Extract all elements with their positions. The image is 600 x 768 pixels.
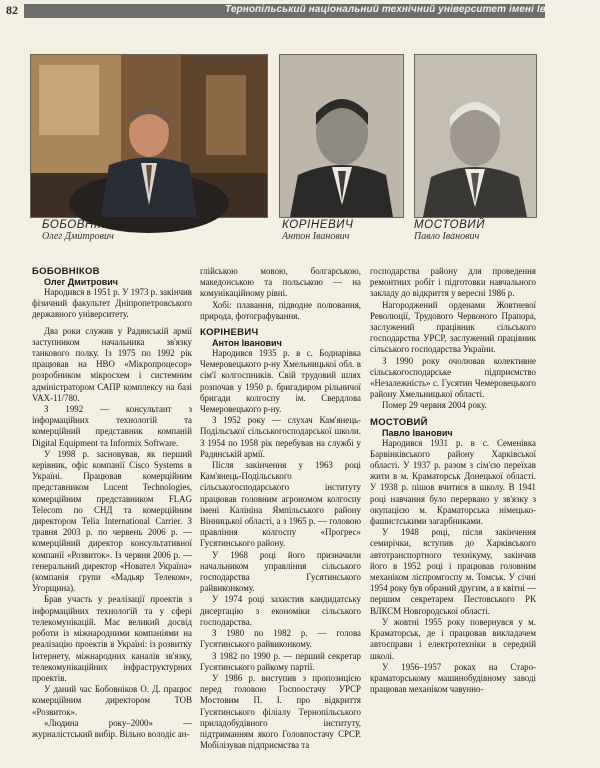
text-column-2: [200, 266, 361, 751]
bio-subheading: Павло Іванович: [382, 427, 453, 438]
paragraph: Після закінчення у 1963 році Кам'янець-Подільського сільськогосподарського інституту працював головним агрономом колгоспу імені Калініна Ямпільського району Вінницької області, а з 1965 р. — головою правління колгоспу «Прогрес» Гусятинського району.: [200, 460, 361, 549]
paragraph: господарства району для проведення ремонтних робіт і підготовки навчального закладу до відкриття у вересні 1986 р.: [370, 266, 536, 299]
caption-given: Антон Іванович: [282, 231, 350, 242]
paragraph: У жовтні 1955 року повернувся у м. Краматорськ, де і працював викладачем автосправи і електротехніки в середній школі.: [370, 616, 536, 661]
page-header: [0, 0, 600, 22]
paragraph: У 1998 р. засновував, як перший керівник, офіс компанії Cisco Systems в Україні. Працював комерційним представником Lucent Technologies, комерційним представником FLAG Telecom по СНД та комерційним директором Telia International Carrier. З травня 2003 р. по червень 2006 р. — комерційний директор консультативної компанії «Розвиток». Із червня 2006 р. — генеральний директор «Новател Україна» (компанія групи «Мадьяр Телеком», Угорщина).: [32, 448, 192, 594]
bio-subheading: Олег Дмитрович: [44, 277, 119, 287]
paragraph: Народився 1931 р. в с. Семенівка Барвінківського району Харківської області. У 1937 р. разом з сім'єю переїхав жити в м. Краматорськ Донецької області. У 1938 р. пішов вчитися в школу. В 1941 році навчання було перервано у зв'язку з окупацією м. Краматорська німецько-фашистськими загарбниками.: [370, 437, 536, 527]
paragraph: З 1990 року очолював колективне сільськогосподарське підприємство «Незалежність» с. Гусятин Чемеровецького району Хмельницької області.: [370, 355, 536, 400]
paragraph: Народився в 1951 р. У 1973 р. закінчив фізичний факультет Дніпропетровського державного університету.: [32, 287, 192, 320]
caption-given: Павло Іванович: [414, 231, 480, 242]
paragraph: Брав участь у реалізації проектів з інформаційних технологій та у сфері телекомунікацій. Має великий досвід роботи із міжнародними компаніями на реалізацію проектів в Україні: із розвитку Інтернету, міжнародних каналів зв'язку, телекомунікаційних інфраструктурних проектів.: [32, 594, 192, 683]
paragraph: «Людина року–2000» — журналістський вибір. Вільно володіє ан-: [32, 717, 192, 739]
paragraph: З 1980 по 1982 р. — голова Гусятинського райвиконкому.: [200, 628, 361, 650]
caption-korinevych: [282, 219, 353, 242]
paragraph: У 1948 році, після закінчення семирічки, вступив до Харківського автотранспортного технікуму, закінчив його в 1952 році і працював головним механіком ліспромгоспу м. Томськ. У січні 1954 року був обраний другим, а в квітні — першим секретарем Пестовського РК ВЛКСМ Новгородської області.: [370, 527, 536, 616]
paragraph: Помер 29 червня 2004 року.: [382, 400, 487, 411]
bio-heading: КОРІНЕВИЧ: [200, 327, 259, 339]
paragraph: У 1968 році його призначили начальником управління сільського господарства Гусятинського райвиконкому.: [200, 549, 361, 594]
caption-surname: МОСТОВИЙ: [414, 219, 486, 231]
paragraph: глійською мовою, болгарською, македонською та польською — на комунікаційному рівні.: [200, 266, 361, 299]
caption-mostovyi: [414, 219, 485, 242]
text-column-3: [370, 266, 536, 695]
paragraph: Два роки служив у Радянській армії заступником начальника зв'язку танкового полку. Із 1975 по 1992 рік працював на НВО «Мікропроцесор» розробником мікросхем і системним адміністратором САПР комплексу на базі VAX-11/780.: [32, 325, 192, 403]
bio-subheading: Антон Іванович: [212, 338, 282, 349]
paragraph: З 1982 по 1990 р. — перший секретар Гусятинського райкому партії.: [200, 650, 361, 672]
bio-heading: БОБОВНІКОВ: [32, 266, 100, 277]
running-title: Тернопільський національний технічний університет імені Івана Пулюя: [225, 4, 600, 15]
caption-given: Олег Дмитрович: [42, 231, 114, 242]
page-number: 82: [6, 3, 18, 17]
paragraph: Народився 1935 р. в с. Боднарівка Чемеровецького р-ну Хмельницької обл. в сім'ї колгоспників. Свій трудовий шлях розпочав у 1950 р. бригадиром рільничої бригади колгоспу ім. Свердлова Чемеровецького р-ну.: [200, 348, 361, 415]
caption-surname: КОРІНЕВИЧ: [282, 219, 354, 231]
bio-heading: МОСТОВИЙ: [370, 416, 428, 428]
caption-surname: БОБОВНІКОВ: [42, 219, 123, 231]
portrait-photo-bobovnikov: [30, 54, 268, 218]
paragraph: З 1952 року — слухач Кам'янець-Подільської сільськогосподарської школи. З 1954 по 1958 рік перебував на службі у Радянській армії.: [200, 415, 361, 459]
paragraph: У даний час Бобовніков О. Д. працює комерційним директором ТОВ «Розвиток».: [32, 684, 192, 717]
paragraph: У 1974 році захистив кандидатську дисертацію з економіки сільського господарства.: [200, 594, 361, 627]
portrait-photo-mostovyi: [414, 54, 537, 218]
paragraph: У 1986 р. виступив з пропозицією перед головою Госпоостачу УРСР Мостовим П. І. про відкриття Гусятинського філіалу Тернопільського приладобудівного інституту, підтриманням якого Головпостачу СРСР. Мобілізував підприємства та: [200, 672, 361, 751]
text-column-1: [32, 266, 192, 740]
paragraph: Нагороджений орденами Жовтневої Революції, Трудового Червоного Прапора, заслужений працівник сільського господарства УРСР, заслужений працівник сільського господарства України.: [370, 299, 536, 355]
paragraph: У 1956–1957 роках на Старо-краматорському машинобудівному заводі працював механіком чавунно-: [370, 661, 536, 695]
paragraph: З 1992 — консультант з інформаційних технологій та комерційний представник компаній Digital Equipment та Informix Software.: [32, 404, 192, 448]
caption-bobovnikov: [42, 219, 123, 242]
paragraph: Хобі: плавання, підводне полювання, природа, фотографування.: [200, 299, 361, 321]
portrait-photo-korinevych: [279, 54, 404, 218]
